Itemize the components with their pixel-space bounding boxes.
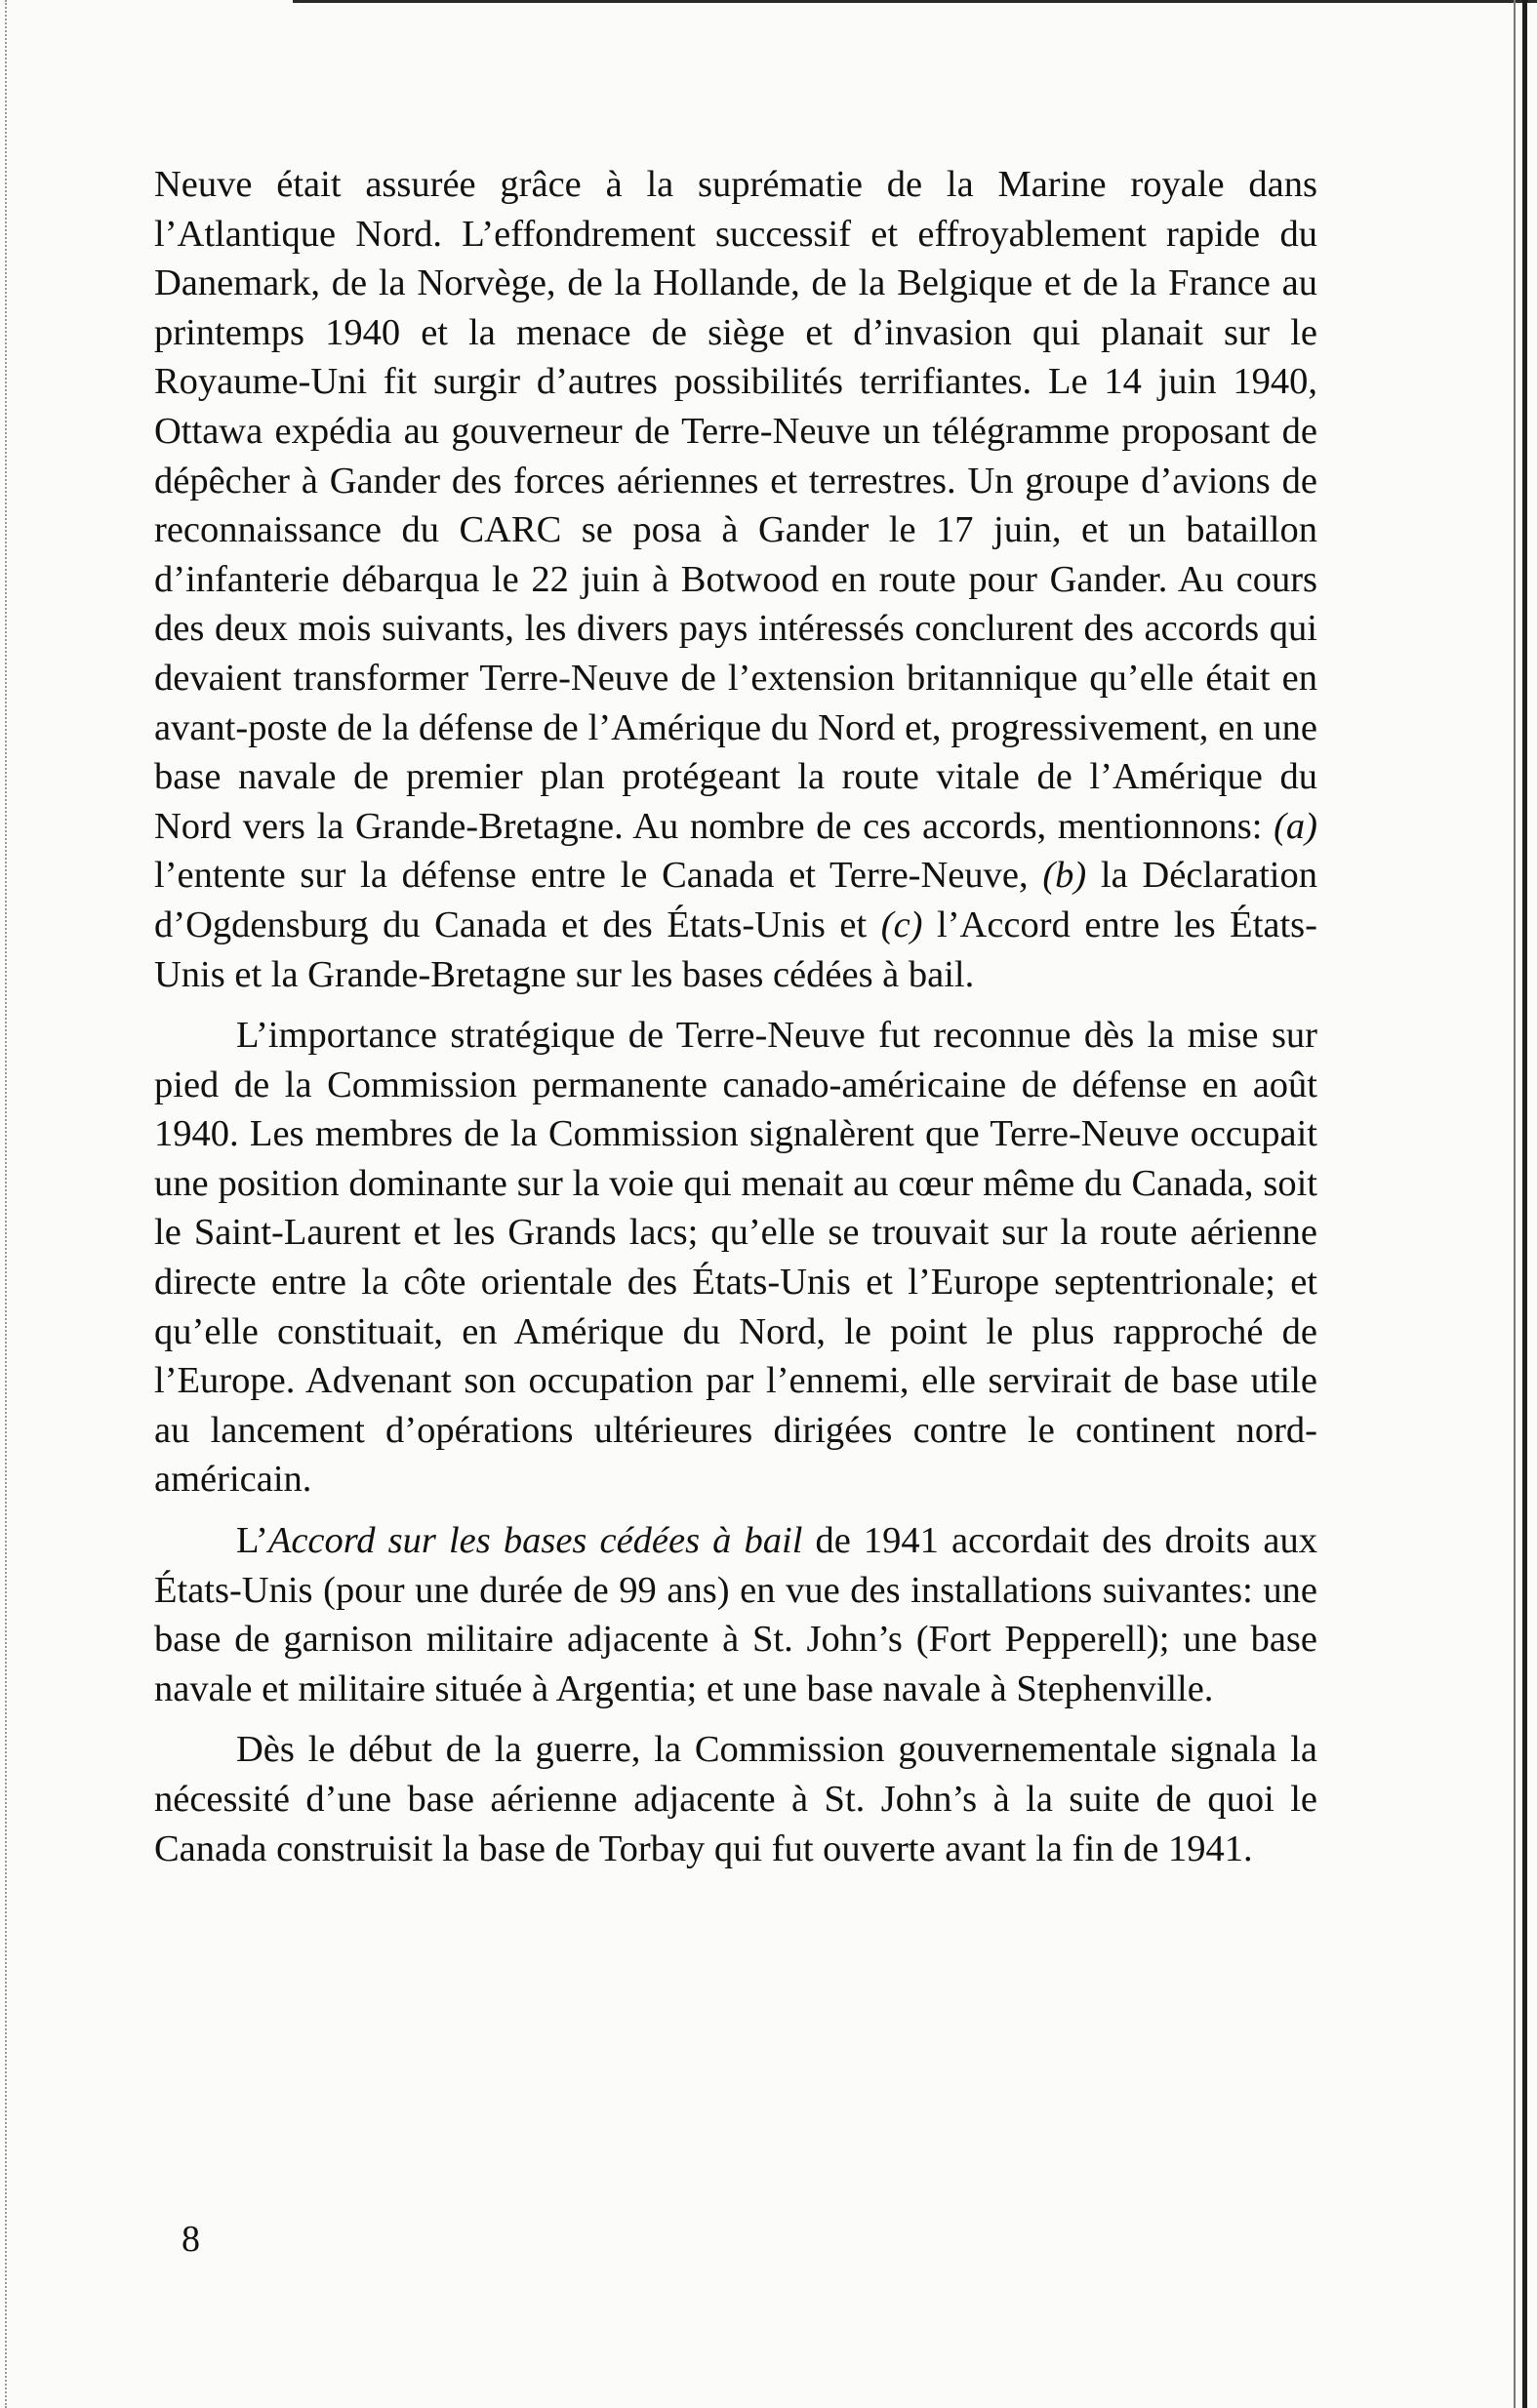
body-text <box>154 160 1317 1873</box>
text-segment-italic: Accord sur les bases cédées à bail <box>267 1520 803 1562</box>
text-segment: L’ <box>236 1520 268 1562</box>
text-segment: la Déclaration d’Ogdensburg du Canada et des États-Unis et <box>154 855 1317 945</box>
page-number: 8 <box>182 2219 200 2260</box>
text-segment: Dès le début de la guerre, la Commission gouvernementale signala la nécessité d’une base aérienne adjacente à St. John’s à la suite de quoi le Canada construisit la base de Torbay qui fut ouverte avant la fin de 1941. <box>154 1729 1317 1869</box>
text-segment: L’importance stratégique de Terre-Neuve fut reconnue dès la mise sur pied de la Commission permanente canado-américaine de défense en août 1940. Les membres de la Commission signalèrent que Terre-Neuve occupait une position dominante sur la voie qui menait au cœur même du Canada, soit le Saint-Laurent et les Grands lacs; qu’elle se trouvait sur la route aérienne directe entre la côte orientale des États-Unis et l’Europe septentrionale; et qu’elle constituait, en Amérique du Nord, le point le plus rapproché de l’Europe. Advenant son occupation par l’ennemi, elle servirait de base utile au lancement d’opérations ultérieures dirigées contre le continent nord-américain. <box>154 1015 1317 1501</box>
text-segment: de 1941 accordait des droits aux États-Unis (pour une durée de 99 ans) en vue des installations suivantes: une base de garnison militaire adjacente à St. John’s (Fort Pepperell); une base navale et militaire située à Argentia; et une base navale à Stephenville. <box>154 1520 1317 1709</box>
paragraph-4 <box>154 1725 1317 1873</box>
page-right-edge <box>1522 0 1527 2408</box>
page-left-edge <box>5 0 7 2408</box>
text-segment-italic: (b) <box>1042 855 1087 897</box>
page-top-edge <box>293 0 1537 3</box>
paragraph-1 <box>154 160 1317 999</box>
paragraph-2 <box>154 1011 1317 1505</box>
text-segment-italic: (c) <box>880 903 923 945</box>
page-right-inner-edge <box>1514 0 1516 2408</box>
text-segment: l’Accord entre les États-Unis et la Grande-Bretagne sur les bases cédées à bail. <box>154 903 1317 995</box>
text-segment: Neuve était assurée grâce à la suprématie de la Marine royale dans l’Atlantique Nord. L’effondrement successif et effroyablement rapide du Danemark, de la Norvège, de la Hollande, de la Belgique et de la France au printemps 1940 et la menace de siège et d’invasion qui planait sur le Royaume-Uni fit surgir d’autres possibilités terrifiantes. Le 14 juin 1940, Ottawa expédia au gouverneur de Terre-Neuve un télégramme proposant de dépêcher à Gander des forces aériennes et terrestres. Un groupe d’avions de reconnaissance du CARC se posa à Gander le 17 juin, et un bataillon d’infanterie débarqua le 22 juin à Botwood en route pour Gander. Au cours des deux mois suivants, les divers pays intéressés conclurent des accords qui devaient transformer Terre-Neuve de l’extension britannique qu’elle était en avant-poste de la défense de l’Amérique du Nord et, progressivement, en une base navale de premier plan protégeant la route vitale de l’Amérique du Nord vers la Grande-Bretagne. Au nombre de ces accords, mentionnons: <box>154 164 1317 847</box>
text-segment: l’entente sur la défense entre le Canada et Terre-Neuve, <box>154 855 1043 897</box>
paragraph-3 <box>154 1516 1317 1713</box>
text-segment-italic: (a) <box>1274 805 1317 847</box>
